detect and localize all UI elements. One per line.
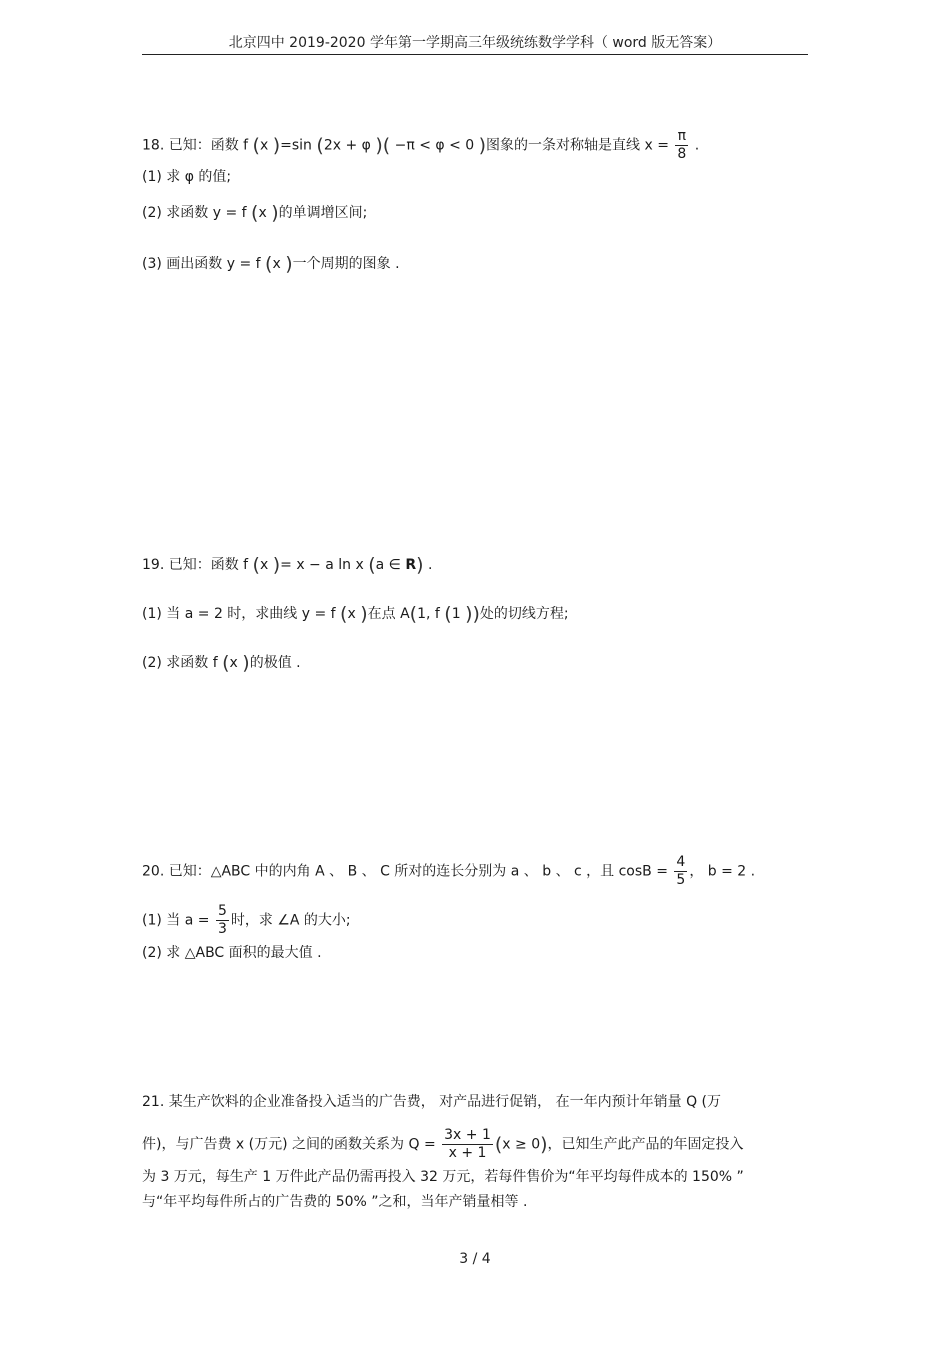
- q18-part2-pre: (2) 求函数 y = f: [142, 205, 252, 221]
- q19-part1-one: 1: [451, 606, 466, 622]
- q19-stem: 19. 已知：函数 f (x )= x − a ln x (a ∈ R) .: [142, 554, 433, 576]
- q21-line3: 为 3 万元，每生产 1 万件此产品仍需再投入 32 万元，若每件售价为“年平均每件成本的 150% ”: [142, 1169, 744, 1185]
- header-rule: [142, 54, 808, 55]
- q19-stem-mid: = x − a ln x: [280, 557, 369, 573]
- q18-stem-post: 图象的一条对称轴是直线 x =: [486, 137, 674, 154]
- q21-line2-pre: 件)，与广告费 x (万元) 之间的函数关系为 Q =: [142, 1136, 441, 1153]
- q21-line1: 21. 某生产饮料的企业准备投入适当的广告费， 对产品进行促销， 在一年内预计年销量 Q (万: [142, 1094, 721, 1110]
- page-header: 北京四中 2019-2020 学年第一学期高三年级统练数学学科（ word 版无答案）: [228, 35, 722, 51]
- q20-stem: [142, 854, 755, 889]
- q18-fraction: [675, 128, 688, 163]
- q18-frac-num: π: [675, 128, 688, 146]
- q19-part1-post: 处的切线方程;: [479, 606, 569, 622]
- q20-stem-post: ， b = 2 .: [689, 863, 756, 880]
- q18-stem-end: .: [690, 137, 700, 154]
- q18-part1: (1) 求 φ 的值;: [142, 169, 232, 185]
- q19-stem-R: R: [405, 557, 417, 573]
- q19-stem-end: .: [423, 557, 433, 573]
- q21-line2-post: ，已知生产此产品的年固定投入: [547, 1136, 744, 1153]
- q18-stem-sin: =sin: [280, 137, 317, 154]
- q20-part1-num: 5: [217, 903, 227, 919]
- q21-frac-den: x + 1: [448, 1145, 487, 1161]
- q19-part1-pt: 1, f: [417, 606, 445, 622]
- q19-stem-pre: 19. 已知：函数 f: [142, 557, 253, 573]
- q20-part1-fraction: [216, 903, 229, 938]
- q18-part3: (3) 画出函数 y = f (x )一个周期的图象 .: [142, 253, 400, 275]
- q18-part2-x: x: [258, 205, 272, 221]
- q19-part2-post: 的极值 .: [249, 655, 301, 671]
- q21-line2-cond: x ≥ 0: [502, 1136, 541, 1153]
- q19-stem-x: x: [259, 557, 273, 573]
- q18-part3-pre: (3) 画出函数 y = f: [142, 256, 266, 272]
- q20-part1-pre: (1) 当 a =: [142, 912, 214, 929]
- q21-frac-num: 3x + 1: [444, 1127, 491, 1143]
- q18-stem-arg: 2x + φ: [323, 137, 376, 154]
- q18-frac-den: 8: [677, 146, 687, 162]
- q19-part1-mid: 在点 A: [367, 606, 410, 622]
- q18-stem-range: −π < φ < 0: [390, 137, 479, 154]
- q19-part1-pre: (1) 当 a = 2 时，求曲线 y = f: [142, 606, 341, 622]
- q21-fraction: [442, 1127, 493, 1162]
- q18-stem-pre: 18. 已知：函数 f: [142, 137, 253, 154]
- q20-part1-post: 时，求 ∠A 的大小;: [230, 912, 351, 929]
- q19-part2-x: x: [229, 655, 243, 671]
- q18-part2: (2) 求函数 y = f (x )的单调增区间;: [142, 202, 368, 224]
- q19-part2-pre: (2) 求函数 f: [142, 655, 223, 671]
- q20-frac-num: 4: [676, 854, 686, 870]
- q20-part2: (2) 求 △ABC 面积的最大值 .: [142, 945, 322, 961]
- q20-part1: [142, 903, 351, 938]
- q20-part1-den: 3: [217, 921, 227, 937]
- q19-stem-a: a ∈: [375, 557, 406, 573]
- q18-stem: 18. 已知：函数 f (x )=sin (2x + φ )( −π < φ < 0 )图象的一条对称轴是直线 x = $\frac{\pi}{8}$ .: [142, 128, 700, 162]
- q18-part2-post: 的单调增区间;: [278, 205, 368, 221]
- q21-line4: 与“年平均每件所占的广告费的 50% ”之和，当年产销量相等 .: [142, 1194, 528, 1210]
- q18-part3-x: x: [272, 256, 286, 272]
- q18-stem-x: x: [259, 137, 273, 154]
- q19-part2: (2) 求函数 f (x )的极值 .: [142, 652, 301, 674]
- q20-frac-den: 5: [676, 872, 686, 888]
- q21-line2: 件)，与广告费 x (万元) 之间的函数关系为 Q = $\frac{3x + 1}{x + 1}$ (x ≥ 0)，已知生产此产品的年固定投入: [142, 1127, 744, 1161]
- q20-stem-pre: 20. 已知：△ABC 中的内角 A 、 B 、 C 所对的连长分别为 a 、 b 、 c ，且 cosB =: [142, 863, 673, 880]
- q19-part1-x: x: [347, 606, 361, 622]
- q20-fraction: [674, 854, 687, 889]
- q19-part1: (1) 当 a = 2 时，求曲线 y = f (x )在点 A(1, f (1 ))处的切线方程;: [142, 603, 569, 625]
- q18-part3-post: 一个周期的图象 .: [292, 256, 400, 272]
- page-number: 3 / 4: [459, 1251, 491, 1267]
